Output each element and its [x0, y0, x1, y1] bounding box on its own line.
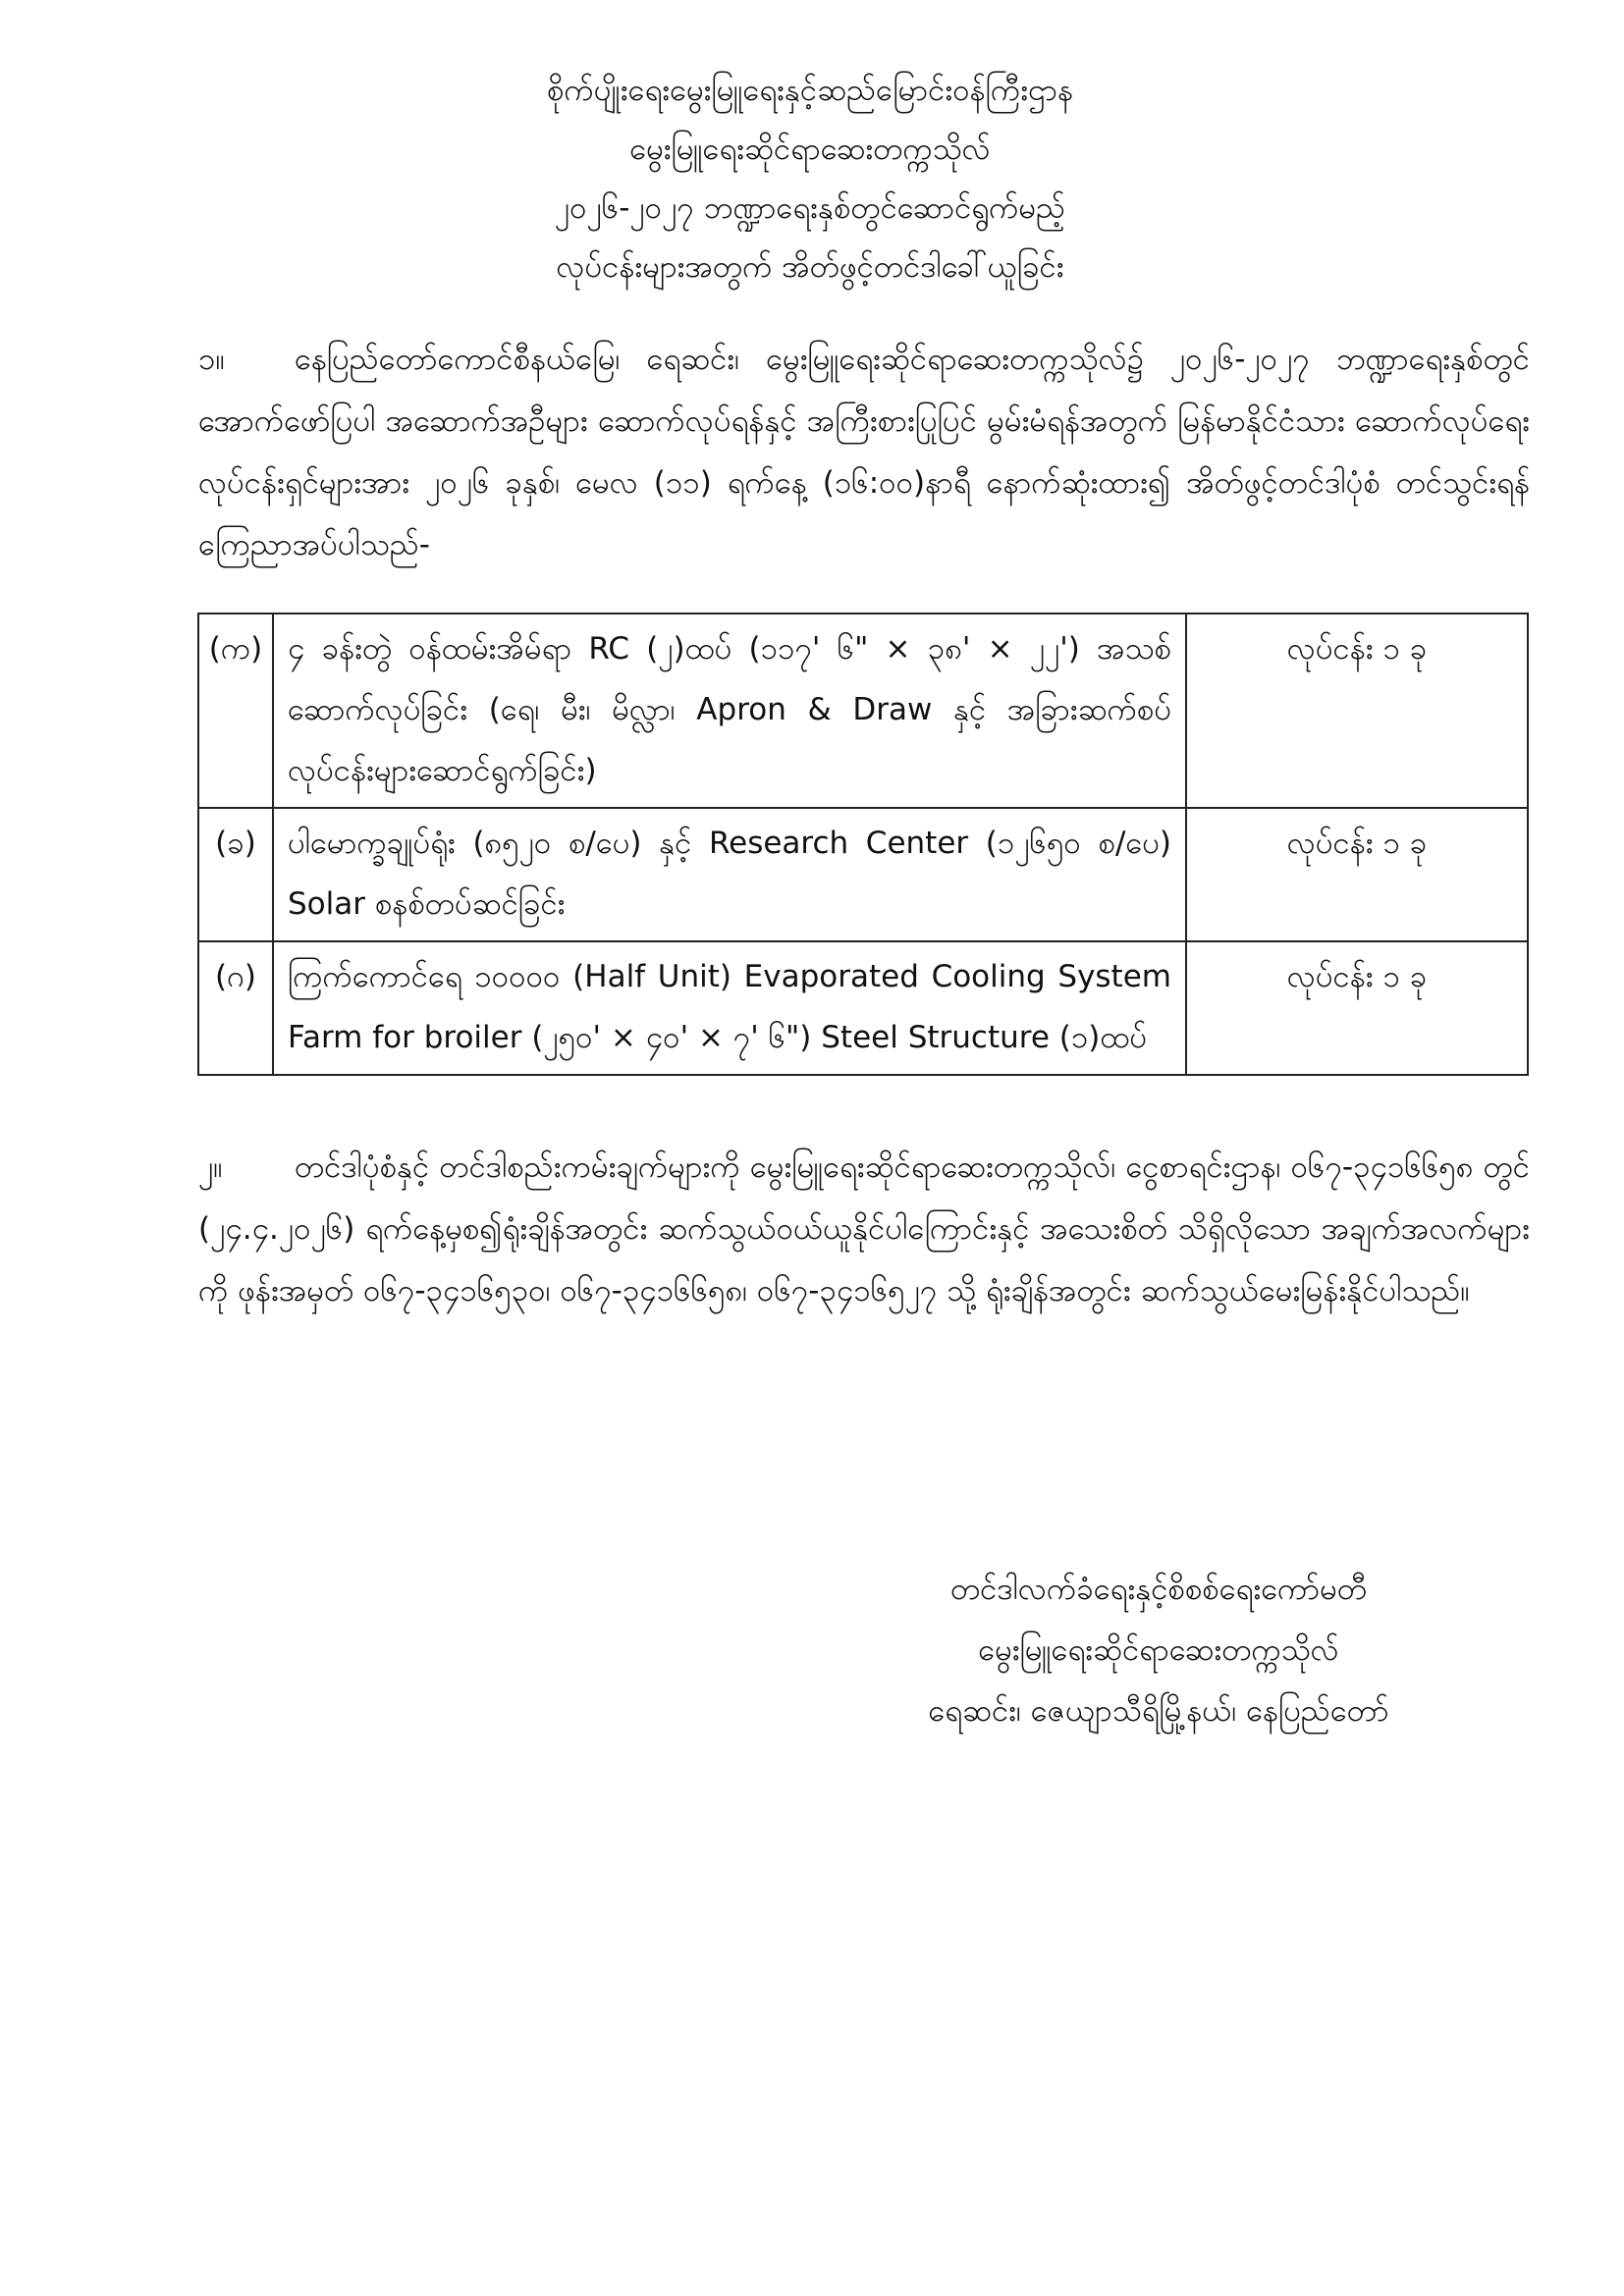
title-university: မွေးမြူရေးဆိုင်ရာဆေးတက္ကသိုလ် [629, 132, 991, 167]
work-label: (က) [198, 614, 273, 808]
signature-university: မွေးမြူရေးဆိုင်ရာဆေးတက္ကသိုလ် [978, 1632, 1339, 1668]
table-row [198, 808, 1528, 941]
table-row [198, 941, 1528, 1075]
work-quantity: လုပ်ငန်း ၁ ခု [1186, 808, 1528, 941]
work-quantity: လုပ်ငန်း ၁ ခု [1186, 941, 1528, 1075]
title-fiscal-year: ၂၀၂၆-၂၀၂၇ ဘဏ္ဍာရေးနှစ်တွင်ဆောင်ရွက်မည့် [554, 190, 1066, 226]
paragraph-1-number: ၁။ [198, 342, 225, 377]
document-title [196, 61, 1424, 296]
title-ministry: စိုက်ပျိုးရေးမွေးမြူရေးနှင့်ဆည်မြောင်းဝန်ကြီးဌာန [546, 73, 1074, 108]
table-row [198, 614, 1528, 808]
work-description: ၄ ခန်းတွဲ ဝန်ထမ်းအိမ်ရာ RC (၂)ထပ် (၁၁၇' ၆" × ၃၈' × ၂၂') အသစ် ဆောက်လုပ်ခြင်း (ရေ၊ မီး၊ မိလ္လာ၊ Apron & Draw နှင့် အခြားဆက်စပ် လုပ်ငန်းများဆောင်ရွက်ခြင်း) [273, 614, 1186, 808]
paragraph-2-text: တင်ဒါပုံစံနှင့် တင်ဒါစည်းကမ်းချက်များကို မွေးမြူရေးဆိုင်ရာဆေးတက္ကသိုလ်၊ ငွေစာရင်းဌာန၊ ၀၆၇-၃၄၁၆၆၅၈ တွင် (၂၄.၄.၂၀၂၆) ရက်နေ့မှစ၍ရုံးချိန်အတွင်း ဆက်သွယ်ဝယ်ယူနိုင်ပါကြောင်းနှင့် အသေးစိတ် သိရှိလိုသော အချက်အလက်များကို ဖုန်းအမှတ် ၀၆၇-၃၄၁၆၅၃၀၊ ၀၆၇-၃၄၁၆၆၅၈၊ ၀၆၇-၃၄၁၆၅၂၇ သို့ ရုံးချိန်အတွင်း ဆက်သွယ်မေးမြန်းနိုင်ပါသည်။ [198, 1149, 1530, 1308]
signature-address: ရေဆင်း၊ ဇေယျာသီရိမြို့နယ်၊ နေပြည်တော် [928, 1693, 1389, 1729]
paragraph-1-text: နေပြည်တော်ကောင်စီနယ်မြေ၊ ရေဆင်း၊ မွေးမြူရေးဆိုင်ရာဆေးတက္ကသိုလ်၌ ၂၀၂၆-၂၀၂၇ ဘဏ္ဍာရေးနှစ်တွင် အောက်ဖော်ပြပါ အဆောက်အဦများ ဆောက်လုပ်ရန်နှင့် အကြီးစားပြုပြင် မွမ်းမံရန်အတွက် မြန်မာနိုင်ငံသား ဆောက်လုပ်ရေးလုပ်ငန်းရှင်များအား ၂၀၂၆ ခုနှစ်၊ မေလ (၁၁) ရက်နေ့ (၁၆:၀၀)နာရီ နောက်ဆုံးထား၍ အိတ်ဖွင့်တင်ဒါပုံစံ တင်သွင်းရန် ကြေညာအပ်ပါသည်- [198, 342, 1530, 562]
work-description: ကြက်ကောင်ရေ ၁၀၀၀၀ (Half Unit) Evaporated Cooling System Farm for broiler (၂၅၀' × ၄၀' × ၇' ၆") Steel Structure (၁)ထပ် [273, 941, 1186, 1075]
title-tender-call: လုပ်ငန်းများအတွက် အိတ်ဖွင့်တင်ဒါခေါ်ယူခြင်း [556, 249, 1064, 285]
paragraph-1 [198, 329, 1530, 576]
work-description: ပါမောက္ခချုပ်ရုံး (၈၅၂၀ စ/ပေ) နှင့် Research Center (၁၂၆၅၀ စ/ပေ) Solar စနစ်တပ်ဆင်ခြင်း [273, 808, 1186, 941]
work-label: (ခ) [198, 808, 273, 941]
signature-committee: တင်ဒါလက်ခံရေးနှင့်စိစစ်ရေးကော်မတီ [949, 1572, 1368, 1607]
signature-block [815, 1559, 1502, 1741]
paragraph-2 [198, 1137, 1530, 1322]
work-quantity: လုပ်ငန်း ၁ ခု [1186, 614, 1528, 808]
works-table [197, 613, 1529, 1076]
paragraph-2-number: ၂။ [198, 1149, 223, 1185]
work-label: (ဂ) [198, 941, 273, 1075]
